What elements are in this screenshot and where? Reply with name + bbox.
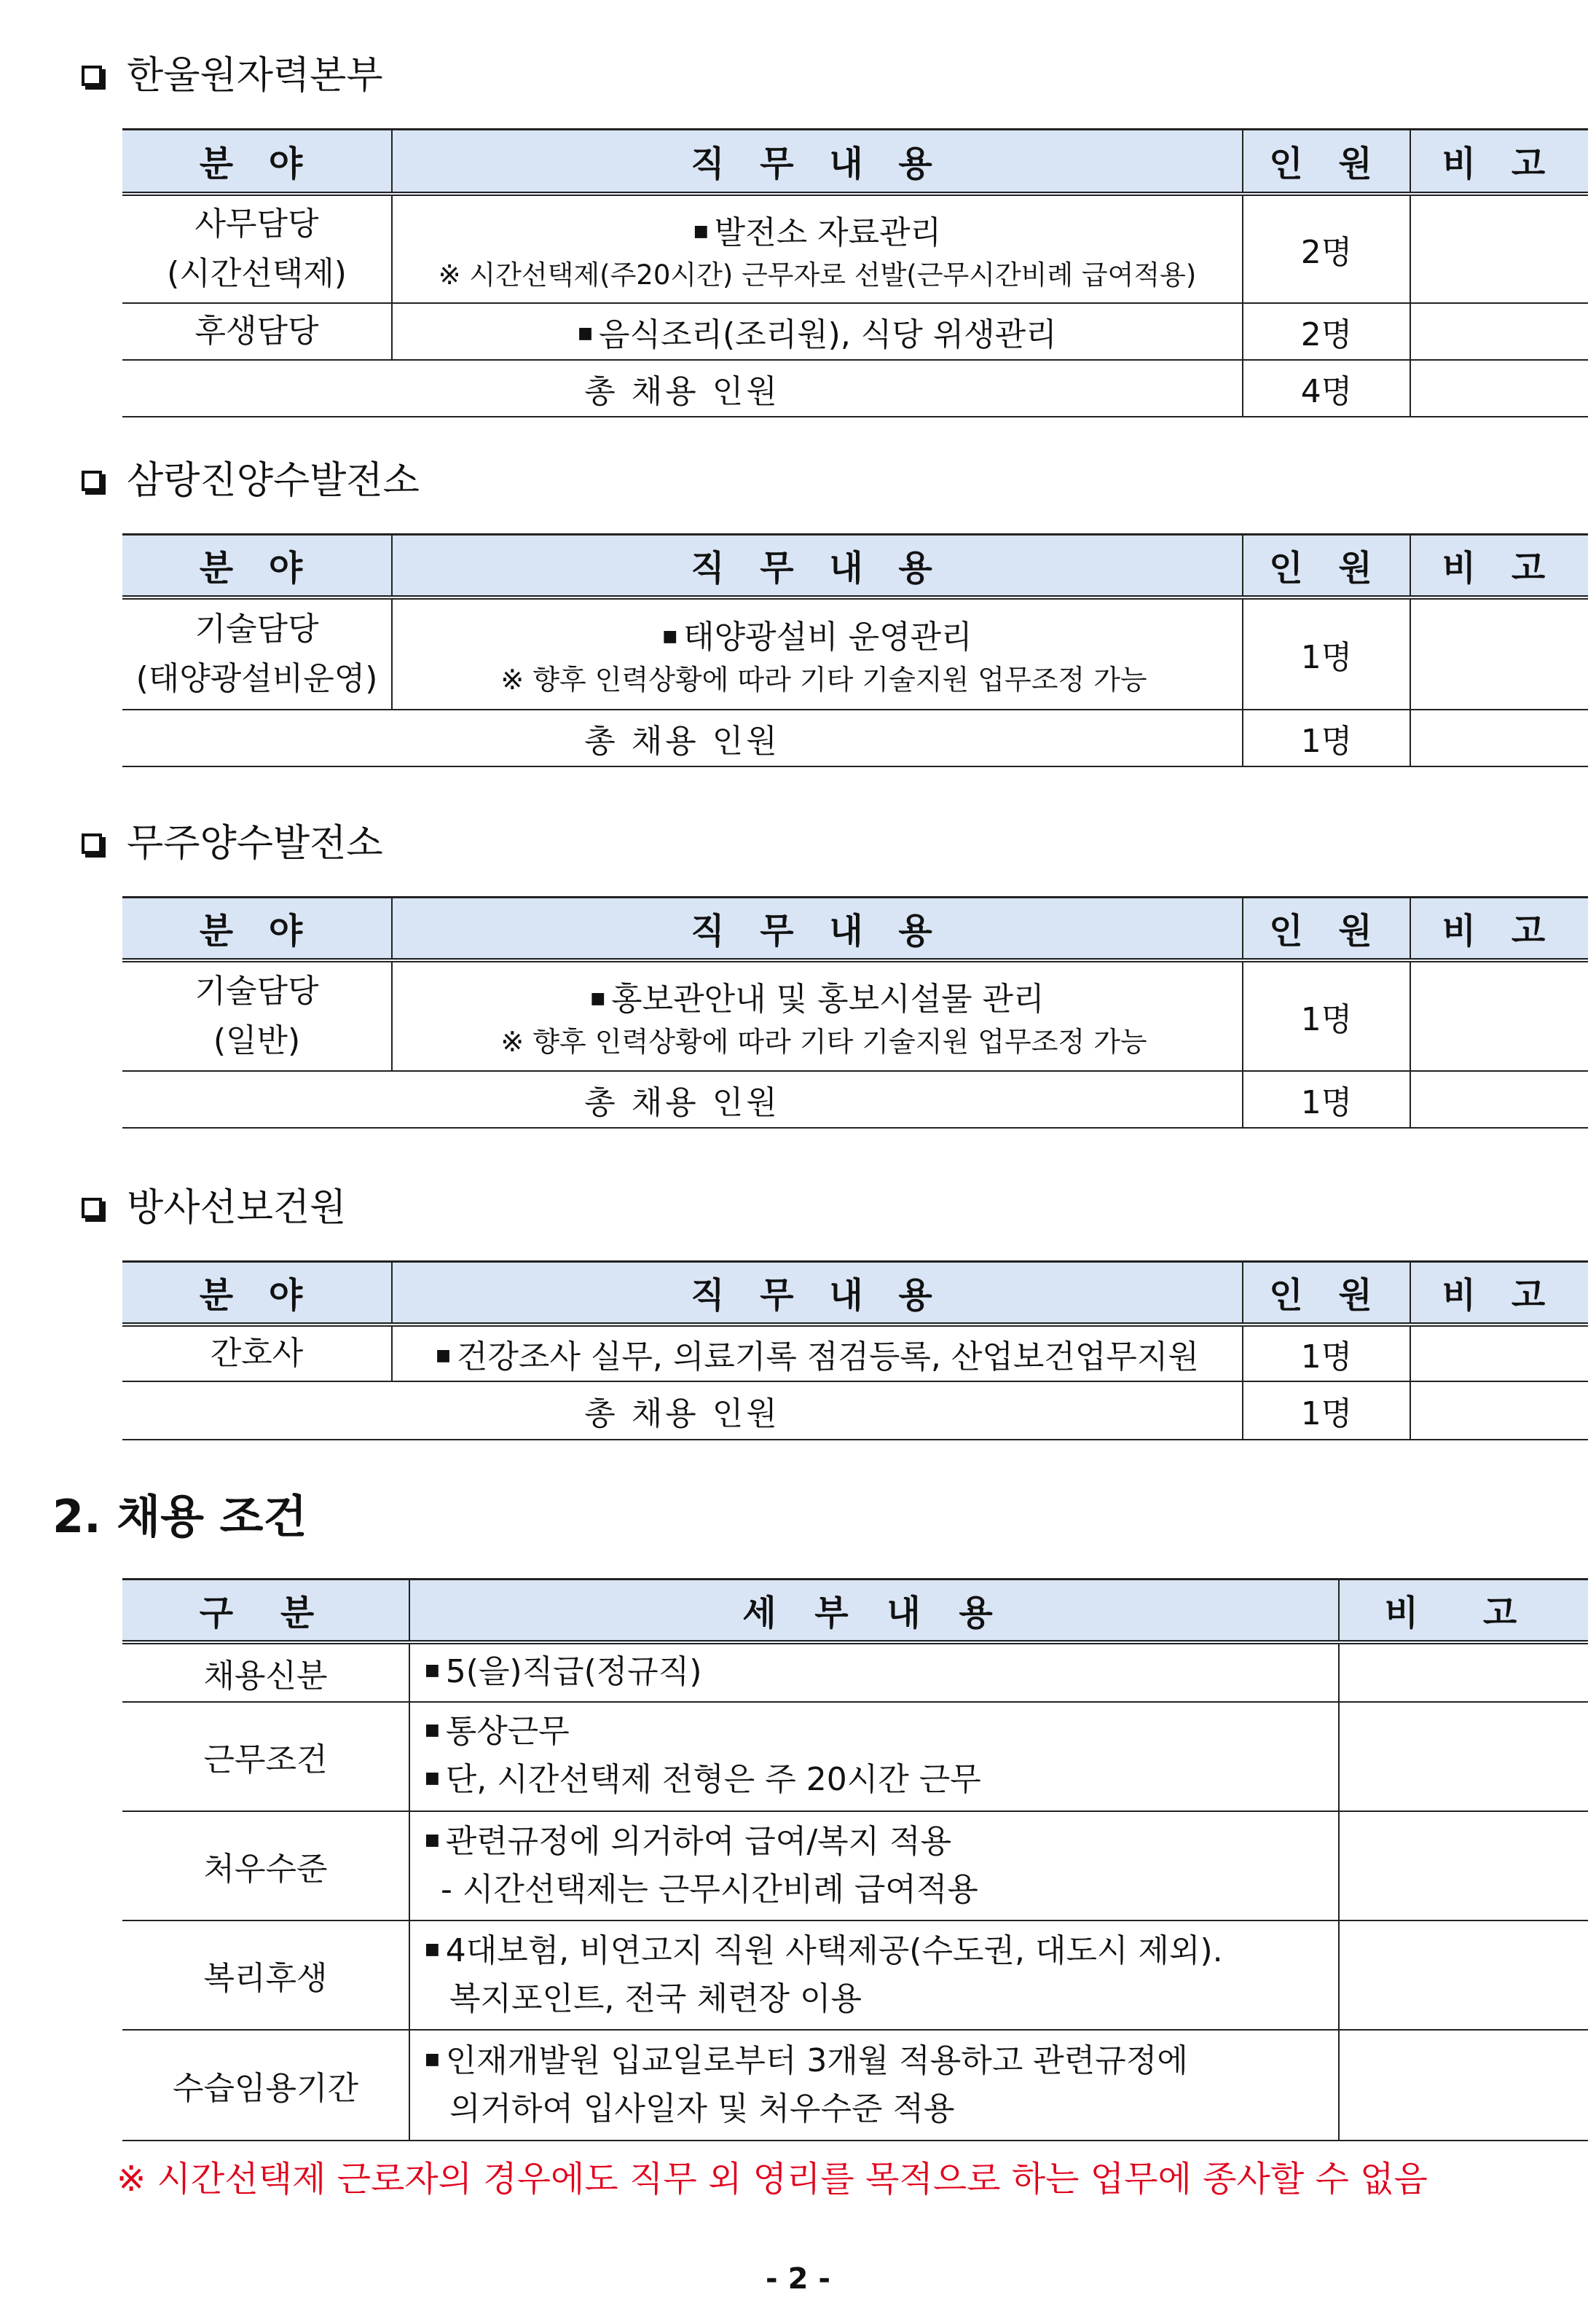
total-count: 4명 bbox=[1243, 360, 1410, 417]
section-title-hanul: 한울원자력본부 bbox=[82, 52, 383, 99]
remark-cell bbox=[1410, 1071, 1588, 1128]
square-bullet-icon: ■ bbox=[425, 1830, 440, 1849]
total-label: 총 채용 인원 bbox=[122, 1381, 1243, 1440]
details-cell: ■ 통상근무 ■ 단, 시간선택제 전형은 주 20시간 근무 bbox=[409, 1702, 1339, 1811]
total-label: 총 채용 인원 bbox=[122, 360, 1243, 417]
job-table-radiation-health bbox=[122, 1260, 1588, 1440]
details-cell: ■ 5(을)직급(정규직) bbox=[409, 1642, 1339, 1702]
count-cell: 1명 bbox=[1243, 1325, 1410, 1381]
category-cell: 근무조건 bbox=[122, 1702, 409, 1811]
total-label: 총 채용 인원 bbox=[122, 1071, 1243, 1128]
total-count: 1명 bbox=[1243, 1381, 1410, 1440]
field-cell: 사무담당 (시간선택제) bbox=[122, 194, 392, 303]
header-field: 분 야 bbox=[122, 898, 392, 960]
table-header-row bbox=[122, 535, 1588, 597]
total-label: 총 채용 인원 bbox=[122, 710, 1243, 766]
header-remark: 비 고 bbox=[1410, 898, 1588, 960]
header-duty: 직 무 내 용 bbox=[392, 898, 1243, 960]
duty-note: ※ 향후 인력상황에 따라 기타 기술지원 업무조정 가능 bbox=[500, 1026, 1147, 1058]
total-row bbox=[122, 1071, 1588, 1128]
header-duty: 직 무 내 용 bbox=[392, 1262, 1243, 1325]
total-count: 1명 bbox=[1243, 1071, 1410, 1128]
details-cell: ■ 인재개발원 입교일로부터 3개월 적용하고 관련규정에 의거하여 입사일자 및 처우수준 적용 bbox=[409, 2030, 1339, 2141]
job-table-muju bbox=[122, 896, 1588, 1129]
remark-cell bbox=[1410, 194, 1588, 303]
table-row bbox=[122, 1325, 1588, 1381]
header-details: 세 부 내 용 bbox=[409, 1580, 1339, 1642]
field-cell: 후생담당 bbox=[122, 303, 392, 360]
table-row bbox=[122, 194, 1588, 303]
table-row bbox=[122, 2030, 1588, 2141]
header-remark: 비 고 bbox=[1410, 130, 1588, 194]
total-row bbox=[122, 360, 1588, 417]
header-count: 인 원 bbox=[1243, 535, 1410, 597]
duty-cell: ■ 태양광설비 운영관리 ※ 향후 인력상황에 따라 기타 기술지원 업무조정 가능 bbox=[392, 597, 1243, 710]
category-cell: 처우수준 bbox=[122, 1811, 409, 1921]
duty-cell: ■ 홍보관안내 및 홍보시설물 관리 ※ 향후 인력상황에 따라 기타 기술지원 업무조정 가능 bbox=[392, 960, 1243, 1071]
table-header-row bbox=[122, 1580, 1588, 1642]
checkbox-square-icon bbox=[82, 66, 102, 86]
table-header-row bbox=[122, 898, 1588, 960]
header-category: 구 분 bbox=[122, 1580, 409, 1642]
square-bullet-icon: ■ bbox=[425, 1768, 440, 1787]
square-bullet-icon: ■ bbox=[425, 1939, 440, 1958]
square-bullet-icon: ■ bbox=[436, 1346, 451, 1365]
field-cell: 기술담당 (일반) bbox=[122, 960, 392, 1071]
header-remark: 비 고 bbox=[1410, 535, 1588, 597]
square-bullet-icon: ■ bbox=[425, 2049, 440, 2068]
remark-cell bbox=[1410, 360, 1588, 417]
section-title-muju: 무주양수발전소 bbox=[82, 820, 383, 867]
square-bullet-icon: ■ bbox=[693, 222, 709, 240]
square-bullet-icon: ■ bbox=[578, 324, 593, 342]
job-table-hanul bbox=[122, 128, 1588, 417]
duty-cell: ■ 음식조리(조리원), 식당 위생관리 bbox=[392, 303, 1243, 360]
table-row bbox=[122, 960, 1588, 1071]
header-count: 인 원 bbox=[1243, 130, 1410, 194]
square-bullet-icon: ■ bbox=[425, 1720, 440, 1739]
header-count: 인 원 bbox=[1243, 898, 1410, 960]
count-cell: 1명 bbox=[1243, 597, 1410, 710]
category-cell: 수습임용기간 bbox=[122, 2030, 409, 2141]
checkbox-square-icon bbox=[82, 471, 102, 491]
details-cell: ■ 4대보험, 비연고지 직원 사택제공(수도권, 대도시 제외). 복지포인트, 전국 체련장 이용 bbox=[409, 1921, 1339, 2030]
field-cell: 기술담당 (태양광설비운영) bbox=[122, 597, 392, 710]
header-field: 분 야 bbox=[122, 130, 392, 194]
section-title-radiation-health: 방사선보건원 bbox=[82, 1185, 346, 1231]
table-header-row bbox=[122, 130, 1588, 194]
remark-cell bbox=[1339, 1642, 1588, 1702]
total-count: 1명 bbox=[1243, 710, 1410, 766]
duty-note: ※ 시간선택제(주20시간) 근무자로 선발(근무시간비례 급여적용) bbox=[438, 259, 1197, 291]
square-bullet-icon: ■ bbox=[590, 989, 606, 1008]
duty-note: ※ 향후 인력상황에 따라 기타 기술지원 업무조정 가능 bbox=[500, 664, 1147, 696]
bottom-warning-note: ※ 시간선택제 근로자의 경우에도 직무 외 영리를 목적으로 하는 업무에 종사할 수 없음 bbox=[117, 2159, 1428, 2200]
checkbox-square-icon bbox=[82, 1198, 102, 1218]
table-header-row bbox=[122, 1262, 1588, 1325]
count-cell: 1명 bbox=[1243, 960, 1410, 1071]
header-duty: 직 무 내 용 bbox=[392, 535, 1243, 597]
section-heading-conditions: 2. 채용 조건 bbox=[52, 1490, 307, 1543]
remark-cell bbox=[1339, 2030, 1588, 2141]
remark-cell bbox=[1410, 710, 1588, 766]
remark-cell bbox=[1410, 303, 1588, 360]
job-table-samnangjin bbox=[122, 533, 1588, 767]
category-cell: 채용신분 bbox=[122, 1642, 409, 1702]
table-row bbox=[122, 1702, 1588, 1811]
table-row bbox=[122, 597, 1588, 710]
duty-cell: ■ 발전소 자료관리 ※ 시간선택제(주20시간) 근무자로 선발(근무시간비례 급여적용) bbox=[392, 194, 1243, 303]
remark-cell bbox=[1339, 1811, 1588, 1921]
remark-cell bbox=[1410, 960, 1588, 1071]
table-row bbox=[122, 1642, 1588, 1702]
table-row bbox=[122, 1921, 1588, 2030]
total-row bbox=[122, 710, 1588, 766]
remark-cell bbox=[1410, 1381, 1588, 1440]
square-bullet-icon: ■ bbox=[662, 627, 678, 646]
remark-cell bbox=[1410, 597, 1588, 710]
header-remark: 비 고 bbox=[1339, 1580, 1588, 1642]
header-field: 분 야 bbox=[122, 535, 392, 597]
square-bullet-icon: ■ bbox=[425, 1660, 440, 1679]
remark-cell bbox=[1339, 1921, 1588, 2030]
table-row bbox=[122, 303, 1588, 360]
details-cell: ■ 관련규정에 의거하여 급여/복지 적용 - 시간선택제는 근무시간비례 급여적용 bbox=[409, 1811, 1339, 1921]
header-count: 인 원 bbox=[1243, 1262, 1410, 1325]
section-title-samnangjin: 삼랑진양수발전소 bbox=[82, 458, 420, 504]
conditions-table bbox=[122, 1578, 1588, 2141]
remark-cell bbox=[1410, 1325, 1588, 1381]
field-cell: 간호사 bbox=[122, 1325, 392, 1381]
page-number: - 2 - bbox=[766, 2262, 830, 2296]
count-cell: 2명 bbox=[1243, 303, 1410, 360]
header-field: 분 야 bbox=[122, 1262, 392, 1325]
duty-cell: ■ 건강조사 실무, 의료기록 점검등록, 산업보건업무지원 bbox=[392, 1325, 1243, 1381]
checkbox-square-icon bbox=[82, 833, 102, 854]
header-duty: 직 무 내 용 bbox=[392, 130, 1243, 194]
remark-cell bbox=[1339, 1702, 1588, 1811]
table-row bbox=[122, 1811, 1588, 1921]
count-cell: 2명 bbox=[1243, 194, 1410, 303]
header-remark: 비 고 bbox=[1410, 1262, 1588, 1325]
total-row bbox=[122, 1381, 1588, 1440]
category-cell: 복리후생 bbox=[122, 1921, 409, 2030]
